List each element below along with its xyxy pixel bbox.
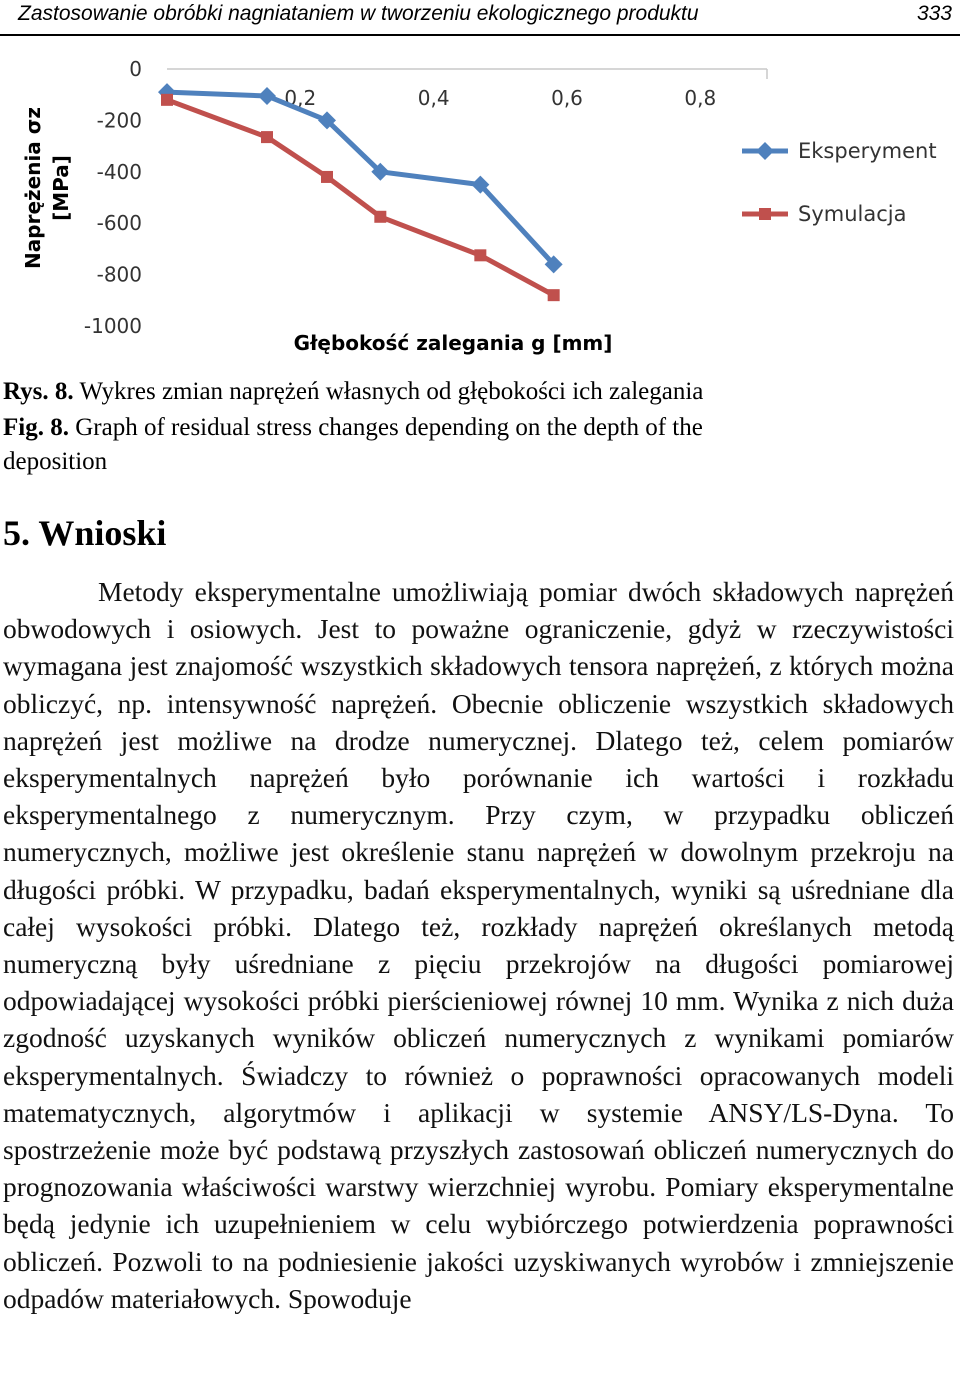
y-axis-label — [21, 107, 73, 269]
series-line-symulacja — [167, 100, 554, 295]
y-axis-ticks — [84, 57, 142, 338]
x-tick-label: 0,6 — [551, 86, 583, 110]
figure-caption-en-label: Fig. 8. — [3, 414, 69, 441]
data-point-symulacja — [548, 289, 560, 301]
legend-swatch-marker — [756, 142, 774, 160]
figure-caption-pl-text: Wykres zmian naprężeń własnych od głębokości ich zalegania — [73, 378, 704, 405]
x-tick-label: 0,4 — [417, 86, 450, 110]
legend-label: Symulacja — [798, 202, 907, 226]
figure-caption-pl-label: Rys. 8. — [3, 378, 74, 405]
y-axis-label-line2: [MPa] — [49, 155, 73, 221]
page-number: 333 — [916, 2, 952, 25]
figure-caption-en — [3, 414, 703, 442]
y-tick-label: -800 — [96, 262, 142, 287]
figure-caption-pl — [3, 378, 703, 406]
x-axis-ticks — [161, 86, 717, 110]
data-point-symulacja — [261, 131, 273, 143]
y-tick-label: -200 — [96, 108, 142, 133]
legend-swatch-marker — [759, 208, 771, 220]
running-header — [0, 0, 960, 36]
x-tick-label: 0,2 — [284, 86, 317, 110]
x-tick-label: 0,8 — [684, 86, 717, 110]
data-point-symulacja — [161, 94, 173, 106]
data-point-symulacja — [321, 171, 333, 183]
running-header-title: Zastosowanie obróbki nagniataniem w tworzeniu ekologicznego produktu — [18, 2, 699, 25]
data-point-symulacja — [374, 211, 386, 223]
stress-depth-chart — [0, 34, 960, 364]
chart-legend — [742, 139, 937, 226]
y-tick-label: 0 — [129, 57, 142, 81]
y-tick-label: -1000 — [83, 314, 142, 338]
series-layer — [158, 83, 563, 301]
y-axis-label-line1: Naprężenia σz — [21, 107, 45, 269]
data-point-symulacja — [474, 249, 486, 261]
data-point-eksperyment — [258, 87, 276, 105]
legend-label: Eksperyment — [798, 139, 937, 163]
y-tick-label: -400 — [96, 159, 142, 184]
x-axis-label: Głębokość zalegania g [mm] — [293, 331, 613, 355]
conclusions-paragraph: Metody eksperymentalne umożliwiają pomiar dwóch składowych naprężeń obwodowych i osiowych. Jest to poważne ograniczenie, gdyż w rzeczywistości wymagana jest znajomość wszystkich składowych tensora naprężeń, z których można obliczyć, np. intensywność naprężeń. Obecnie obliczenie wszystkich składowych naprężeń jest możliwe na drodze numerycznej. Dlatego też, celem pomiarów eksperymentalnych naprężeń było porównanie ich wartości i rozkładu eksperymentalnego z numerycznym. Przy czym, w przypadku obliczeń numerycznych, możliwe jest określenie stanu naprężeń w dowolnym przekroju na długości próbki. W przypadku, badań eksperymentalnych, wyniki są uśredniane dla całej wysokości próbki. Dlatego też, rozkłady naprężeń określanych metodą numeryczną były uśredniane z pięciu przekrojów na długości pomiarowej odpowiadającej wysokości próbki pierścieniowej równej 10 mm. Wynika z nich duża zgodność uzyskanych wyników obliczeń numerycznych z wynikami pomiarów eksperymentalnych. Świadczy to również o poprawności opracowanych modeli matematycznych, algorytmów i aplikacji w systemie ANSY/LS-Dyna. To spostrzeżenie może być podstawą przyszłych zastosowań obliczeń numerycznych do prognozowania właściwości warstwy wierzchniej wyrobu. Pomiary eksperymentalne będą jedynie ich uzupełnieniem w celu wybiórczego potwierdzenia poprawności obliczeń. Pozwoli to na podniesienie jakości uzyskiwanych wyrobów i zmniejszenie odpadów materiałowych. Spowoduje — [3, 576, 954, 1314]
y-tick-label: -600 — [96, 211, 142, 236]
series-line-eksperyment — [167, 92, 554, 264]
section-title: 5. Wnioski — [3, 513, 167, 553]
figure-caption-en-continued: deposition — [3, 448, 108, 475]
figure-caption-en-text: Graph of residual stress changes depending on the depth of the — [68, 414, 703, 441]
